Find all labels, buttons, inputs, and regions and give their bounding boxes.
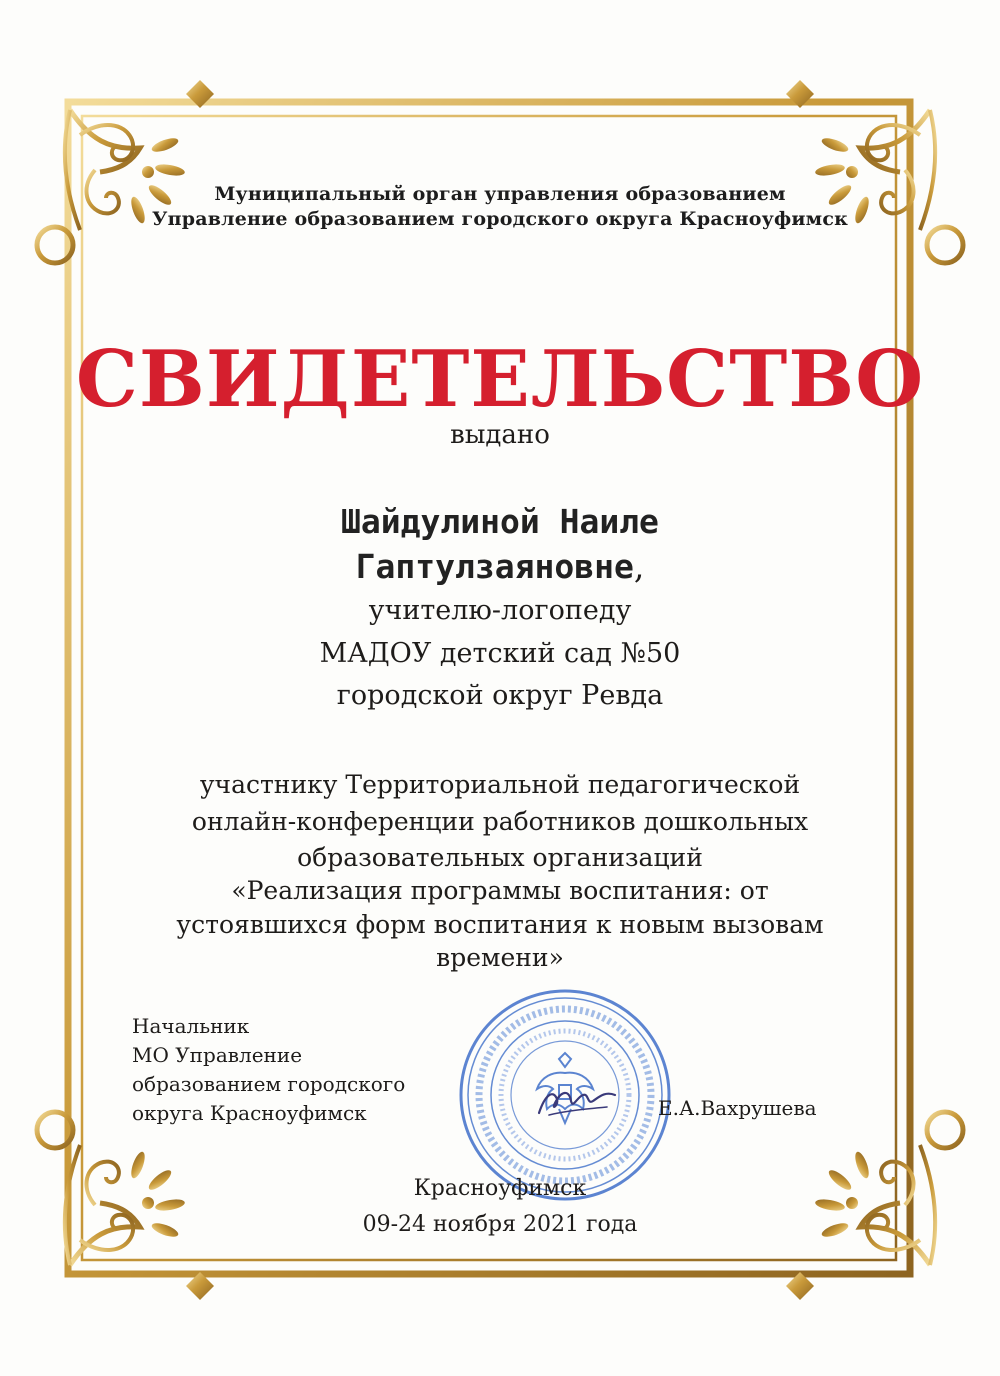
description-line-6: времени» xyxy=(436,943,564,972)
recipient-name-comma: , xyxy=(633,547,645,586)
recipient-city: городской округ Ревда xyxy=(336,680,664,711)
footer-date: 09-24 ноября 2021 года xyxy=(362,1212,638,1237)
corner-ornament-bottom-right xyxy=(814,1145,935,1265)
org-name-line-1: Муниципальный орган управления образованием xyxy=(214,183,786,205)
description-line-2: онлайн-конференции работников дошкольных xyxy=(191,807,809,836)
recipient-position: учителю-логопеду xyxy=(368,595,632,626)
signer-name: Е.А.Вахрушева xyxy=(658,1096,817,1120)
description-line-5: устоявшихся форм воспитания к новым вызовам xyxy=(176,910,824,939)
signer-title-line-3: образованием городского xyxy=(132,1072,406,1096)
description-line-4: «Реализация программы воспитания: от xyxy=(231,876,769,905)
handwritten-signature xyxy=(535,1075,625,1125)
org-name-line-2: Управление образованием городского округа Красноуфимск xyxy=(151,208,849,230)
recipient-name-line-1: Шайдулиной Наиле xyxy=(341,502,659,541)
issued-label: выдано xyxy=(450,420,550,450)
recipient-organization: МАДОУ детский сад №50 xyxy=(319,638,681,669)
signer-title-line-4: округа Красноуфимск xyxy=(132,1101,367,1125)
description-line-3: образовательных организаций xyxy=(297,843,703,872)
description-line-1: участнику Территориальной педагогической xyxy=(199,770,801,799)
certificate-title: СВИДЕТЕЛЬСТВО xyxy=(75,334,925,425)
recipient-name-line-2-wrap xyxy=(0,547,1000,586)
footer-city: Красноуфимск xyxy=(413,1176,587,1201)
signer-title-line-1: Начальник xyxy=(132,1014,250,1038)
recipient-name-line-2: Гаптулзаяновне xyxy=(355,547,634,586)
signer-title-line-2: МО Управление xyxy=(132,1043,303,1067)
